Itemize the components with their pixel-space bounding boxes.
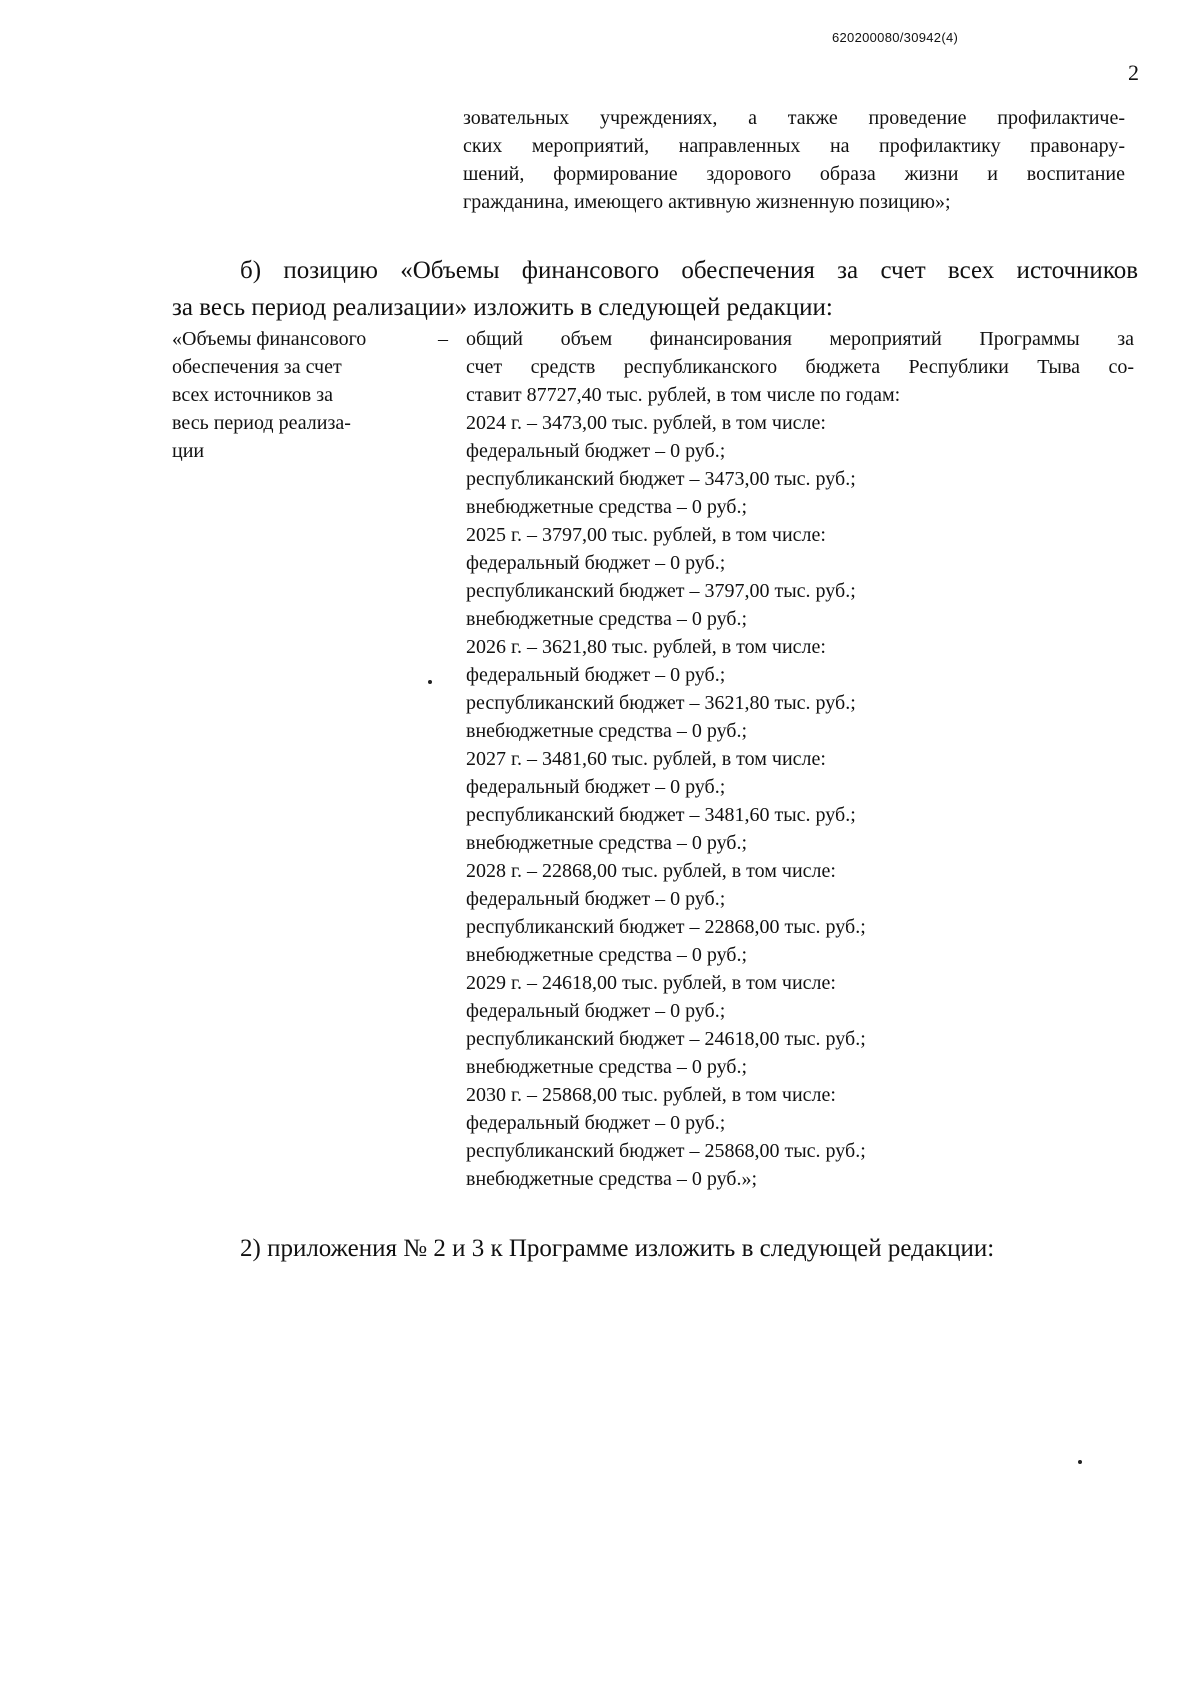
extrabudgetary-funds: внебюджетные средства – 0 руб.; (466, 832, 748, 854)
year-block-2026 (466, 633, 1134, 745)
federal-budget: федеральный бюджет – 0 руб.; (466, 776, 726, 798)
continuation-paragraph (463, 104, 1125, 216)
paragraph-b-line: за весь период реализации» изложить в следующей редакции: (172, 294, 833, 321)
republic-budget: республиканский бюджет – 22868,00 тыс. руб.; (466, 916, 866, 938)
position-value-cell (466, 325, 1134, 1193)
scan-speck (1078, 1460, 1082, 1464)
position-name-line: «Объемы финансового (172, 328, 367, 350)
republic-budget: республиканский бюджет – 3797,00 тыс. руб.; (466, 580, 856, 602)
extrabudgetary-funds: внебюджетные средства – 0 руб.; (466, 1056, 748, 1078)
paragraph-b (172, 252, 1138, 326)
year-block-2029 (466, 969, 1134, 1081)
year-total: 2025 г. – 3797,00 тыс. рублей, в том числе: (466, 524, 826, 546)
extrabudgetary-funds: внебюджетные средства – 0 руб.; (466, 944, 748, 966)
extrabudgetary-funds: внебюджетные средства – 0 руб.»; (466, 1168, 758, 1190)
paragraph-b-line: б) позицию «Объемы финансового обеспечения за счет всех источников (240, 257, 1138, 284)
position-name-cell (172, 325, 422, 465)
page-number: 2 (1128, 60, 1139, 85)
year-total: 2026 г. – 3621,80 тыс. рублей, в том числе: (466, 636, 826, 658)
paragraph-2: 2) приложения № 2 и 3 к Программе изложить в следующей редакции: (240, 1235, 995, 1262)
continuation-line: шений, формирование здорового образа жизни и воспитание (463, 163, 1125, 185)
year-block-2025 (466, 521, 1134, 633)
year-block-2024 (466, 409, 1134, 521)
scan-speck (428, 680, 432, 684)
year-total: 2029 г. – 24618,00 тыс. рублей, в том числе: (466, 972, 836, 994)
year-block-2030 (466, 1081, 1134, 1193)
extrabudgetary-funds: внебюджетные средства – 0 руб.; (466, 608, 748, 630)
separator-dash: – (438, 328, 448, 350)
document-id: 620200080/30942(4) (832, 30, 959, 45)
republic-budget: республиканский бюджет – 24618,00 тыс. руб.; (466, 1028, 866, 1050)
federal-budget: федеральный бюджет – 0 руб.; (466, 1000, 726, 1022)
year-total: 2024 г. – 3473,00 тыс. рублей, в том числе: (466, 412, 826, 434)
position-name-line: весь период реализа- (172, 412, 351, 434)
republic-budget: республиканский бюджет – 25868,00 тыс. руб.; (466, 1140, 866, 1162)
federal-budget: федеральный бюджет – 0 руб.; (466, 664, 726, 686)
republic-budget: республиканский бюджет – 3481,60 тыс. руб.; (466, 804, 856, 826)
federal-budget: федеральный бюджет – 0 руб.; (466, 1112, 726, 1134)
intro-line: общий объем финансирования мероприятий Программы за (466, 328, 1134, 350)
intro-line: счет средств республиканского бюджета Республики Тыва со- (466, 356, 1134, 378)
intro-line: ставит 87727,40 тыс. рублей, в том числе по годам: (466, 384, 901, 406)
year-total: 2028 г. – 22868,00 тыс. рублей, в том числе: (466, 860, 836, 882)
federal-budget: федеральный бюджет – 0 руб.; (466, 888, 726, 910)
continuation-line: ских мероприятий, направленных на профилактику правонару- (463, 135, 1125, 157)
position-name-line: обеспечения за счет (172, 356, 342, 378)
year-block-2027 (466, 745, 1134, 857)
year-total: 2027 г. – 3481,60 тыс. рублей, в том числе: (466, 748, 826, 770)
federal-budget: федеральный бюджет – 0 руб.; (466, 440, 726, 462)
continuation-line: гражданина, имеющего активную жизненную позицию»; (463, 191, 951, 213)
republic-budget: республиканский бюджет – 3473,00 тыс. руб.; (466, 468, 856, 490)
position-name-line: ции (172, 440, 205, 462)
continuation-line: зовательных учреждениях, а также проведение профилактиче- (463, 107, 1125, 129)
extrabudgetary-funds: внебюджетные средства – 0 руб.; (466, 720, 748, 742)
year-block-2028 (466, 857, 1134, 969)
position-name-line: всех источников за (172, 384, 333, 406)
republic-budget: республиканский бюджет – 3621,80 тыс. руб.; (466, 692, 856, 714)
year-total: 2030 г. – 25868,00 тыс. рублей, в том числе: (466, 1084, 836, 1106)
extrabudgetary-funds: внебюджетные средства – 0 руб.; (466, 496, 748, 518)
federal-budget: федеральный бюджет – 0 руб.; (466, 552, 726, 574)
